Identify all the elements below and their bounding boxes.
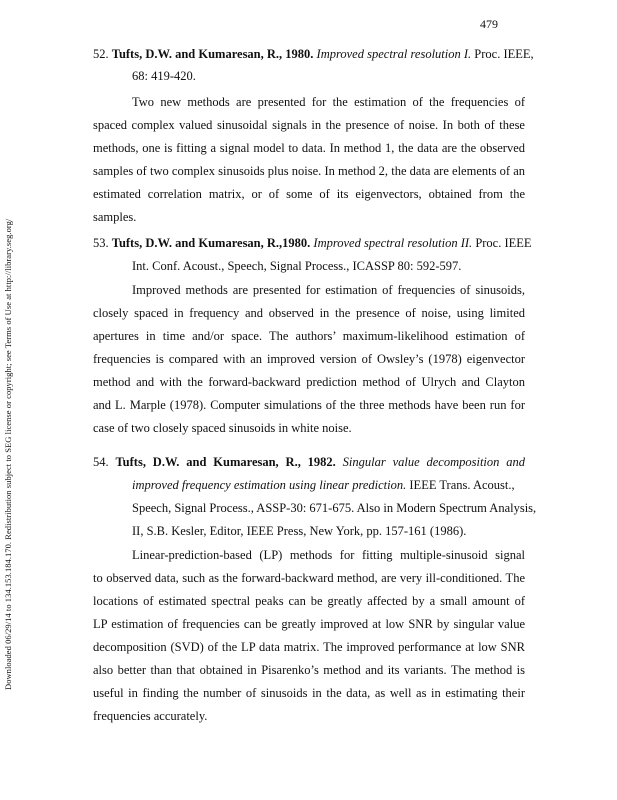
reference-citation: Proc. IEEE, [474,47,534,61]
abstract-line: samples. [93,210,137,224]
reference-number: 54. [93,455,109,469]
abstract-line: also better than that obtained in Pisarenko’s method and its variants. The method is [93,663,525,677]
reference-number: 53. [93,236,109,250]
abstract-line: case of two closely spaced sinusoids in white noise. [93,421,352,435]
abstract-line: Improved methods are presented for estimation of frequencies of sinusoids, [132,283,525,297]
abstract-line: frequencies is compared with an improved version of Owsley’s (1978) eigenvector [93,352,525,366]
reference-title: Improved spectral resolution II. [313,236,473,250]
abstract-line: samples of two complex sinusoids plus noise. In method 2, the data are elements of an [93,164,525,178]
reference-title: Improved spectral resolution I. [316,47,472,61]
reference-authors: Tufts, D.W. and Kumaresan, R.,1980. [111,236,311,250]
reference-number: 52. [93,47,109,61]
abstract-line: Linear-prediction-based (LP) methods for fitting multiple-sinusoid signal [132,548,525,562]
download-notice-text: Downloaded 06/29/14 to 134.153.184.170. Redistribution subject to SEG license or copyright; see Terms of Use at http://library.seg.org/ [3,218,13,690]
reference-heading [93,236,532,251]
download-notice [0,118,14,690]
abstract-line: closely spaced in frequency and observed in the presence of noise, using limited [93,306,525,320]
reference-citation: Proc. IEEE [475,236,532,250]
reference-citation-continued: 68: 419-420. [132,69,196,83]
abstract-line: methods, one is fitting a signal model to data. In method 1, the data are the observed [93,141,525,155]
page-number: 479 [480,17,498,31]
abstract-line: decomposition (SVD) of the LP data matrix. The improved performance at low SNR [93,640,525,654]
reference-heading [93,47,534,62]
abstract-line: method and with the forward-backward prediction method of Ulrych and Clayton [93,375,525,389]
reference-authors: Tufts, D.W. and Kumaresan, R., 1980. [111,47,314,61]
reference-authors: Tufts, D.W. and Kumaresan, R., 1982. [115,455,336,469]
reference-title: improved frequency estimation using linear prediction. [132,478,407,492]
reference-citation-continued: Speech, Signal Process., ASSP-30: 671-675. Also in Modern Spectrum Analysis, [132,501,537,515]
abstract-line: locations of estimated spectral peaks can be greatly affected by a small amount of [93,594,525,608]
reference-citation-continued: Int. Conf. Acoust., Speech, Signal Process., ICASSP 80: 592-597. [132,259,462,273]
reference-citation-continued: II, S.B. Kesler, Editor, IEEE Press, New York, pp. 157-161 (1986). [132,524,467,538]
abstract-line: LP estimation of frequencies can be greatly improved at low SNR by singular value [93,617,525,631]
reference-citation: IEEE Trans. Acoust., [409,478,515,492]
abstract-line: Two new methods are presented for the estimation of the frequencies of [132,95,525,109]
reference-heading [93,455,525,471]
abstract-line: useful in finding the number of sinusoids in the data, as well as in estimating their [93,686,525,700]
abstract-line: apertures in time and/or space. The authors’ maximum-likelihood estimation of [93,329,525,343]
abstract-line: estimated correlation matrix, or of some of its eigenvectors, obtained from the [93,187,525,201]
abstract-line: to observed data, such as the forward-backward method, are very ill-conditioned. The [93,571,525,585]
abstract-line: spaced complex valued sinusoidal signals in the presence of noise. In both of these [93,118,525,132]
abstract-line: frequencies accurately. [93,709,208,723]
abstract-line: and L. Marple (1978). Computer simulations of the three methods have been run for [93,398,525,412]
reference-title: Singular value decomposition and [342,455,525,469]
reference-title-continued [132,478,515,493]
